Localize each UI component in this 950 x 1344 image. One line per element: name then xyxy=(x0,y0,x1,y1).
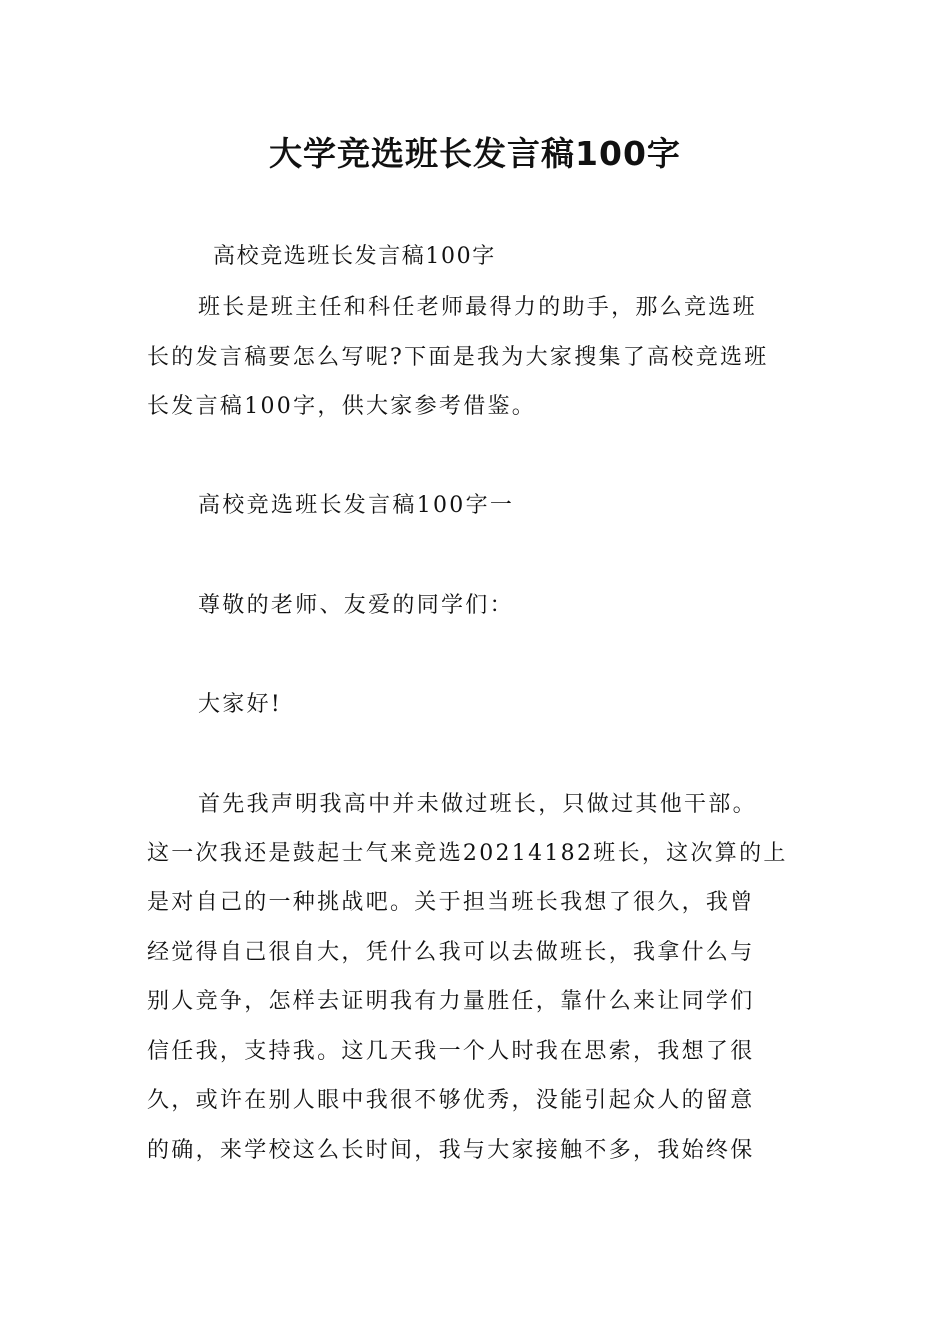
salutation: 尊敬的老师、友爱的同学们： xyxy=(198,593,514,618)
body-line: 首先我声明我高中并未做过班长，只做过其他干部。 xyxy=(198,792,757,817)
body-line: 信任我，支持我。这几天我一个人时我在思索，我想了很 xyxy=(147,1039,755,1064)
intro-line: 长发言稿100字，供大家参考借鉴。 xyxy=(147,394,537,419)
document-title: 大学竞选班长发言稿100字 xyxy=(269,134,681,173)
intro-line: 班长是班主任和科任老师最得力的助手，那么竞选班 xyxy=(198,295,757,320)
intro-line: 长的发言稿要怎么写呢?下面是我为大家搜集了高校竞选班 xyxy=(147,345,769,370)
body-line: 经觉得自己很自大，凭什么我可以去做班长，我拿什么与 xyxy=(147,940,755,965)
section-heading: 高校竞选班长发言稿100字一 xyxy=(198,493,515,518)
body-line: 的确，来学校这么长时间，我与大家接触不多，我始终保 xyxy=(147,1138,755,1163)
body-line: 久，或许在别人眼中我很不够优秀，没能引起众人的留意 xyxy=(147,1088,755,1113)
body-line: 别人竞争，怎样去证明我有力量胜任，靠什么来让同学们 xyxy=(147,989,755,1014)
subtitle: 高校竞选班长发言稿100字 xyxy=(213,244,496,269)
greeting: 大家好! xyxy=(198,692,283,717)
body-line: 这一次我还是鼓起士气来竞选20214182班长，这次算的上 xyxy=(147,841,788,866)
body-line: 是对自己的一种挑战吧。关于担当班长我想了很久，我曾 xyxy=(147,890,755,915)
